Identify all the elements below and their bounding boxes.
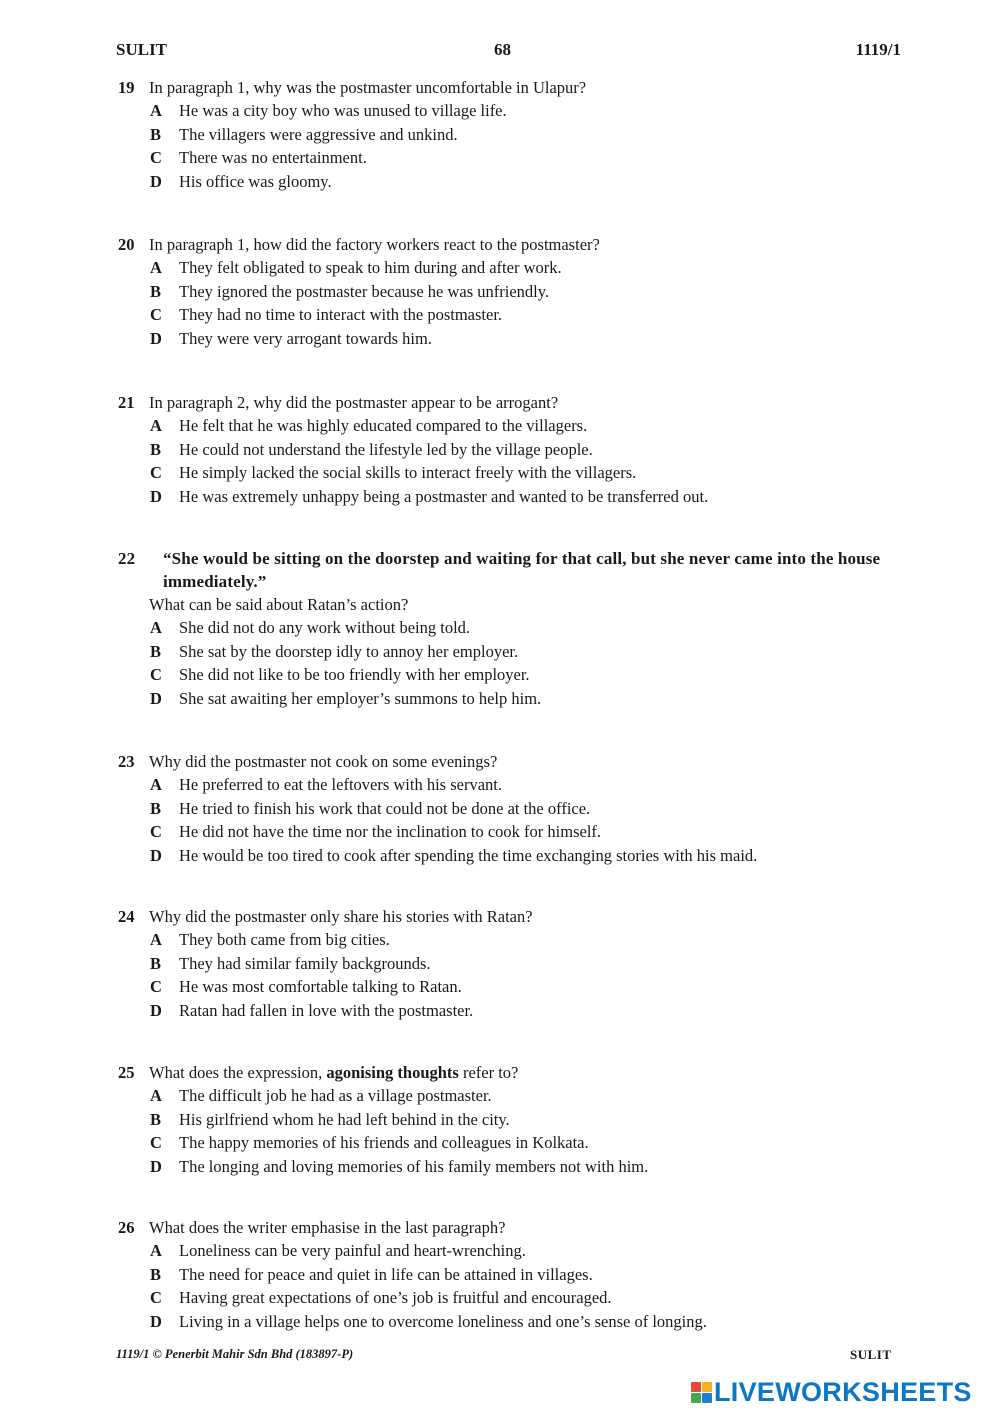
question-stem: What does the writer emphasise in the last paragraph? [149, 1218, 506, 1237]
option-letter: D [150, 846, 162, 866]
option-b[interactable] [118, 640, 903, 664]
option-text: He was a city boy who was unused to village life. [179, 101, 507, 120]
option-a[interactable] [118, 773, 903, 797]
option-letter: C [150, 977, 162, 997]
option-c[interactable] [118, 1286, 903, 1310]
option-letter: C [150, 148, 162, 168]
option-c[interactable] [118, 303, 903, 327]
option-letter: B [150, 1264, 162, 1284]
option-letter: B [150, 124, 162, 144]
option-d[interactable] [118, 844, 903, 868]
option-text: He was most comfortable talking to Ratan. [179, 977, 462, 997]
publisher-credit: 1119/1 © Penerbit Mahir Sdn Bhd (183897-P) [116, 1347, 354, 1361]
page-header [116, 40, 901, 64]
option-letter: D [150, 1001, 162, 1021]
option-a[interactable] [118, 414, 903, 438]
question-number: 26 [118, 1218, 135, 1237]
option-text: Ratan had fallen in love with the postmaster. [179, 1001, 474, 1021]
option-text: He could not understand the lifestyle led by the village people. [179, 439, 593, 459]
question-number: 24 [118, 907, 135, 926]
option-b[interactable] [118, 797, 903, 821]
brand-wordmark: LIVEWORKSHEETS [714, 1376, 972, 1407]
option-text: They both came from big cities. [179, 930, 390, 949]
option-letter: B [150, 1109, 162, 1129]
option-letter: A [150, 258, 162, 277]
option-a[interactable] [118, 616, 903, 640]
option-letter: B [150, 953, 162, 973]
option-text: They ignored the postmaster because he was unfriendly. [179, 281, 550, 301]
option-d[interactable] [118, 1155, 903, 1179]
option-d[interactable] [118, 327, 903, 351]
option-text: The villagers were aggressive and unkind. [179, 124, 458, 144]
question-stem: What can be said about Ratan’s action? [149, 595, 409, 614]
option-b[interactable] [118, 123, 903, 147]
option-letter: A [150, 101, 162, 120]
question-number: 23 [118, 752, 135, 771]
option-letter: A [150, 416, 162, 435]
option-text: His office was gloomy. [179, 172, 332, 192]
option-text: She did not do any work without being told. [179, 618, 471, 637]
option-text: Living in a village helps one to overcome loneliness and one’s sense of longing. [179, 1312, 707, 1332]
option-text: She sat awaiting her employer’s summons to help him. [179, 689, 542, 709]
option-c[interactable] [118, 820, 903, 844]
option-text: The happy memories of his friends and colleagues in Kolkata. [179, 1133, 589, 1153]
option-a[interactable] [118, 1239, 903, 1263]
option-d[interactable] [118, 170, 903, 194]
question-26 [118, 1216, 903, 1334]
option-letter: D [150, 1312, 162, 1332]
question-number: 19 [118, 78, 135, 97]
option-text: He felt that he was highly educated compared to the villagers. [179, 416, 588, 435]
question-stem: Why did the postmaster not cook on some evenings? [149, 752, 498, 771]
option-text: He was extremely unhappy being a postmaster and wanted to be transferred out. [179, 487, 709, 507]
stem-emphasis: agonising thoughts [326, 1063, 459, 1082]
option-text: Having great expectations of one’s job is fruitful and encouraged. [179, 1288, 612, 1308]
option-letter: D [150, 172, 162, 192]
liveworksheets-brand[interactable] [690, 1376, 972, 1408]
option-text: She sat by the doorstep idly to annoy her employer. [179, 641, 519, 661]
question-stem: In paragraph 2, why did the postmaster appear to be arrogant? [149, 393, 559, 412]
option-b[interactable] [118, 438, 903, 462]
option-letter: A [150, 930, 162, 949]
quote-text: “She would be sitting on the doorstep and waiting for that call, but she never came into the house immediately.” [163, 549, 881, 591]
option-letter: C [150, 665, 162, 685]
question-number: 25 [118, 1063, 135, 1082]
option-letter: B [150, 641, 162, 661]
question-23 [118, 750, 903, 868]
option-letter: D [150, 689, 162, 709]
footer-classification: SULIT [850, 1347, 892, 1362]
option-letter: D [150, 487, 162, 507]
stem-text: refer to? [458, 1063, 519, 1082]
option-text: They were very arrogant towards him. [179, 329, 432, 349]
option-d[interactable] [118, 687, 903, 711]
question-stem [149, 1061, 518, 1084]
option-text: The longing and loving memories of his family members not with him. [179, 1157, 649, 1177]
option-letter: B [150, 281, 162, 301]
classification-label: SULIT [116, 40, 168, 59]
logo-tile-yellow [702, 1382, 712, 1392]
option-letter: A [150, 1241, 162, 1260]
option-d[interactable] [118, 1310, 903, 1334]
question-22 [118, 547, 903, 711]
option-text: They felt obligated to speak to him during and after work. [179, 258, 562, 277]
option-b[interactable] [118, 280, 903, 304]
option-d[interactable] [118, 999, 903, 1023]
option-c[interactable] [118, 975, 903, 999]
option-c[interactable] [118, 146, 903, 170]
logo-tile-green [691, 1393, 701, 1403]
question-stem: In paragraph 1, why was the postmaster uncomfortable in Ulapur? [149, 78, 587, 97]
option-a[interactable] [118, 99, 903, 123]
option-letter: A [150, 1086, 162, 1105]
stem-text: What does the expression, [149, 1063, 327, 1082]
option-letter: C [150, 305, 162, 325]
question-24 [118, 905, 903, 1023]
option-letter: B [150, 439, 162, 459]
option-c[interactable] [118, 663, 903, 687]
option-text: They had no time to interact with the postmaster. [179, 305, 503, 325]
option-text: He did not have the time nor the inclination to cook for himself. [179, 822, 602, 842]
option-letter: C [150, 463, 162, 483]
option-text: He preferred to eat the leftovers with his servant. [179, 775, 502, 794]
option-letter: C [150, 822, 162, 842]
option-letter: B [150, 798, 162, 818]
option-text: Loneliness can be very painful and heart-wrenching. [179, 1241, 526, 1260]
question-25 [118, 1061, 903, 1179]
option-letter: C [150, 1133, 162, 1153]
liveworksheets-logo-icon [690, 1381, 712, 1403]
question-number: 22 [118, 549, 136, 568]
option-a[interactable] [118, 256, 903, 280]
option-a[interactable] [118, 1084, 903, 1108]
option-text: She did not like to be too friendly with her employer. [179, 665, 530, 685]
option-text: He simply lacked the social skills to interact freely with the villagers. [179, 463, 637, 483]
page-number: 68 [494, 40, 511, 59]
option-text: The need for peace and quiet in life can be attained in villages. [179, 1264, 593, 1284]
option-text: There was no entertainment. [179, 148, 367, 168]
question-20 [118, 233, 903, 351]
option-c[interactable] [118, 461, 903, 485]
paper-code: 1119/1 [855, 40, 901, 59]
question-number: 21 [118, 393, 135, 412]
option-letter: D [150, 1157, 162, 1177]
question-19 [118, 76, 903, 194]
option-text: They had similar family backgrounds. [179, 953, 431, 973]
option-b[interactable] [118, 952, 903, 976]
option-text: He would be too tired to cook after spending the time exchanging stories with his maid. [179, 846, 758, 866]
option-letter: D [150, 329, 162, 349]
question-stem: In paragraph 1, how did the factory workers react to the postmaster? [149, 235, 600, 254]
option-letter: A [150, 775, 162, 794]
option-letter: C [150, 1288, 162, 1308]
question-21 [118, 391, 903, 509]
quoted-excerpt [118, 547, 903, 593]
option-text: His girlfriend whom he had left behind in the city. [179, 1109, 510, 1129]
logo-tile-red [691, 1382, 701, 1392]
option-a[interactable] [118, 928, 903, 952]
option-text: He tried to finish his work that could not be done at the office. [179, 798, 591, 818]
option-d[interactable] [118, 485, 903, 509]
logo-tile-blue [702, 1393, 712, 1403]
option-text: The difficult job he had as a village postmaster. [179, 1086, 492, 1105]
question-number: 20 [118, 235, 135, 254]
option-b[interactable] [118, 1263, 903, 1287]
option-letter: A [150, 618, 162, 637]
option-c[interactable] [118, 1131, 903, 1155]
option-b[interactable] [118, 1108, 903, 1132]
question-stem: Why did the postmaster only share his stories with Ratan? [149, 907, 533, 926]
